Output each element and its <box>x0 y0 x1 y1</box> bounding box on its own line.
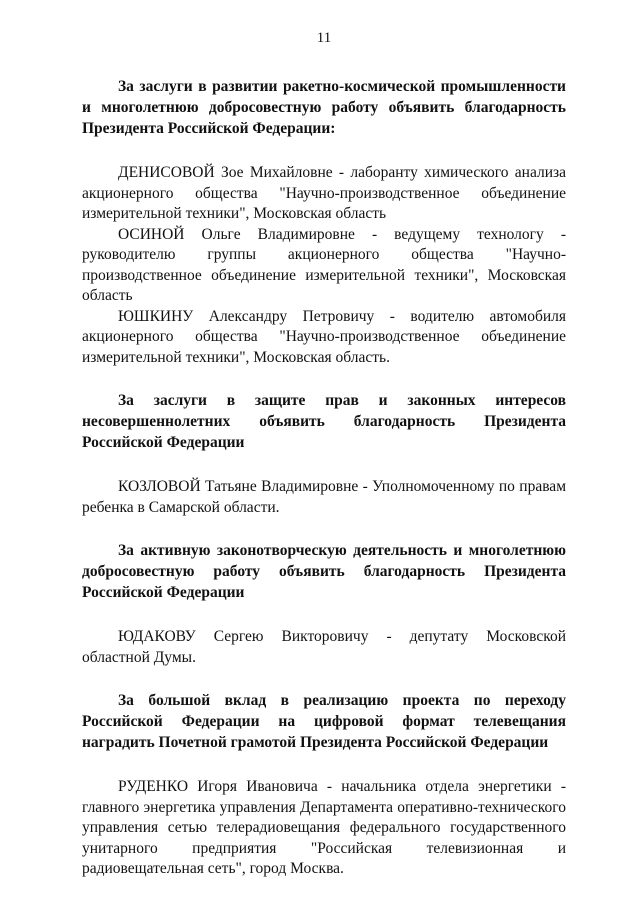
recipient-entry: ДЕНИСОВОЙ Зое Михайловне - лаборанту химического анализа акционерного общества "Научно-производственное объединение измерительной техники", Московская область <box>82 164 566 222</box>
section-heading: За большой вклад в реализацию проекта по переходу Российской Федерации на цифровой формат телевещания наградить Почетной грамотой Президента Российской Федерации <box>82 692 566 751</box>
page-number: 11 <box>316 30 332 46</box>
award-section-2 <box>82 390 566 518</box>
recipient-entry: ОСИНОЙ Ольге Владимировне - ведущему технологу - руководителю группы акционерного общества "Научно-производственное объединение измерительной техники", Московская область <box>82 225 566 304</box>
recipient-entry: РУДЕНКО Игоря Ивановича - начальника отдела энергетики - главного энергетика управления Департамента оперативно-технического управления сетью телерадиовещания федерального государственного унитарного предприятия "Российская телевизионная и радиовещательная сеть", город Москва. <box>82 778 566 877</box>
document-page <box>82 28 566 880</box>
award-section-3 <box>82 540 566 668</box>
award-section-4 <box>82 690 566 880</box>
award-section-1 <box>82 76 566 368</box>
recipient-entry: КОЗЛОВОЙ Татьяне Владимировне - Уполномоченному по правам ребенка в Самарской области. <box>82 478 566 516</box>
section-heading: За заслуги в защите прав и законных интересов несовершеннолетних объявить благодарность Президента Российской Федерации <box>82 392 566 451</box>
section-heading: За активную законотворческую деятельность и многолетнюю добросовестную работу объявить благодарность Президента Российской Федерации <box>82 542 566 601</box>
recipient-entry: ЮДАКОВУ Сергею Викторовичу - депутату Московской областной Думы. <box>82 628 566 666</box>
recipient-entry: ЮШКИНУ Александру Петровичу - водителю автомобиля акционерного общества "Научно-производственное объединение измерительной техники", Московская область. <box>82 307 566 366</box>
section-heading: За заслуги в развитии ракетно-космической промышленности и многолетнюю добросовестную работу объявить благодарность Президента Российской Федерации: <box>82 78 566 137</box>
